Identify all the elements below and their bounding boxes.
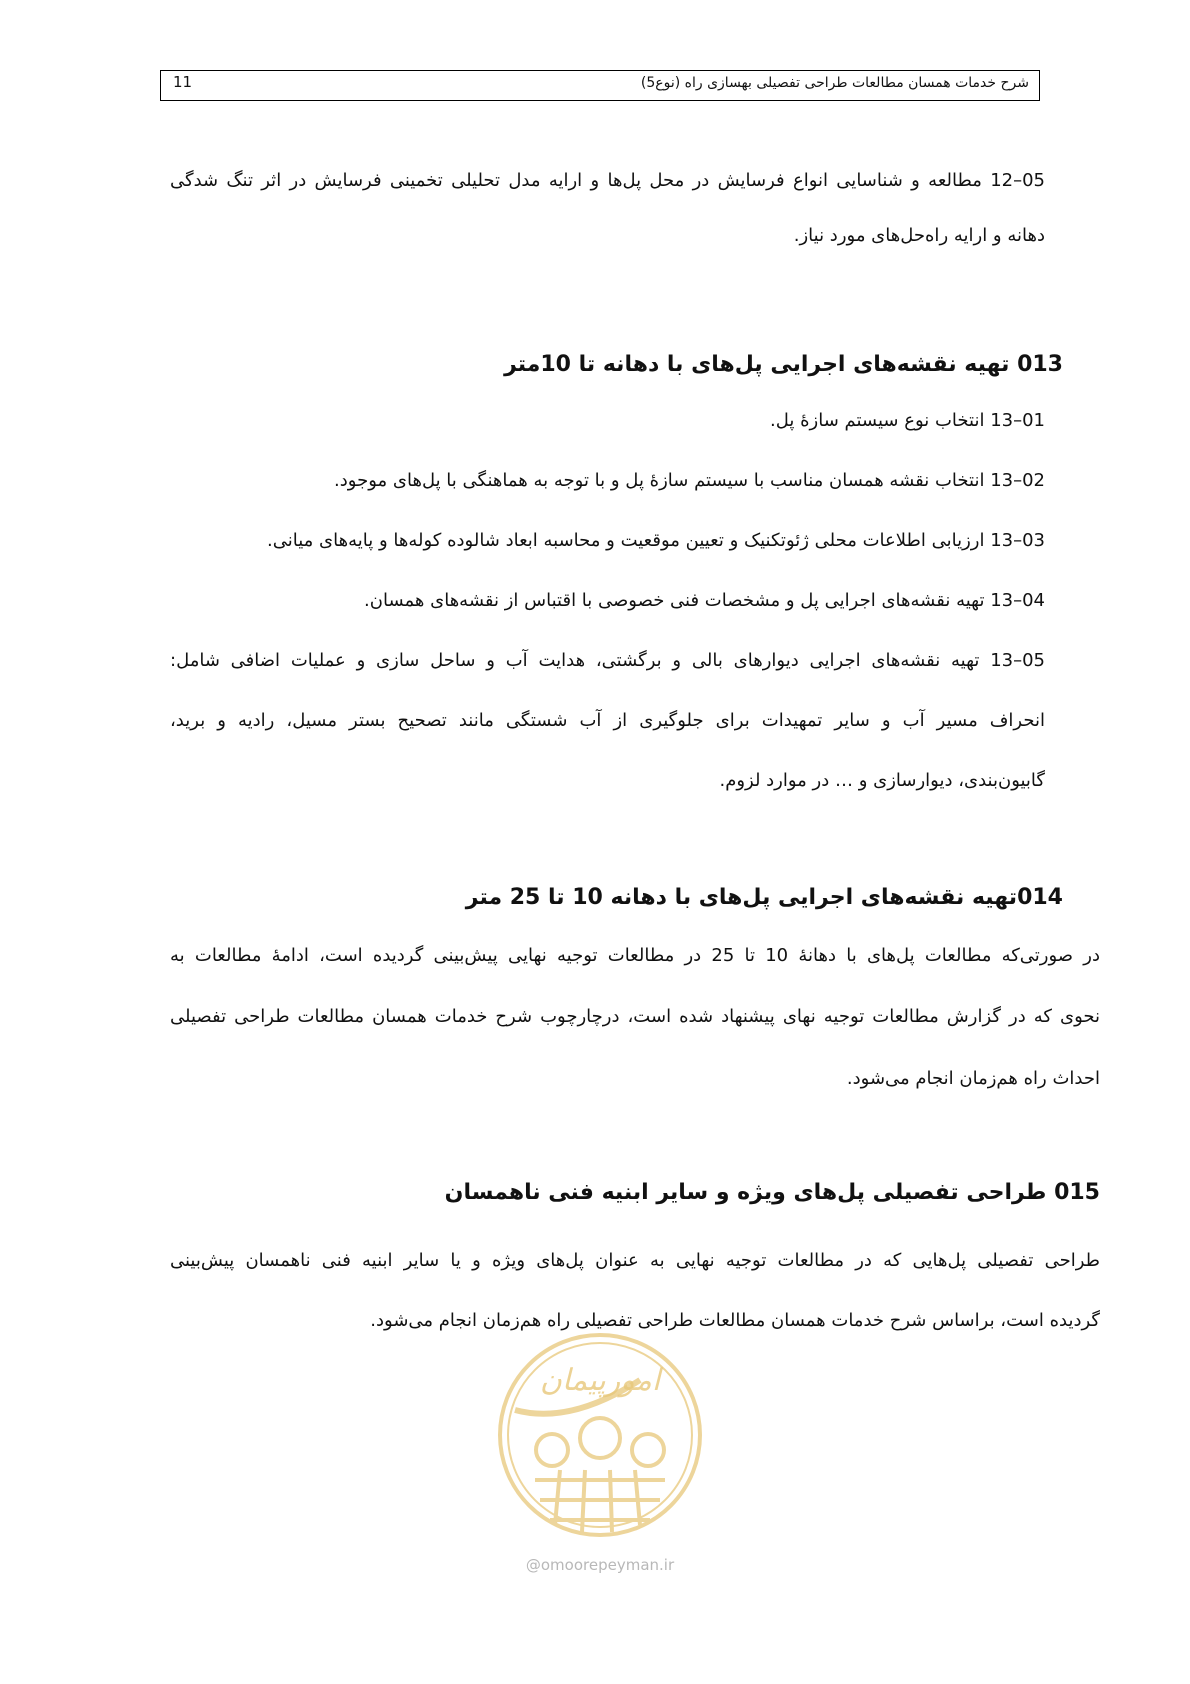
watermark-site: @omoorepeyman.ir <box>525 1556 675 1574</box>
section-013-item-02: 02–13 انتخاب نقشه همسان مناسب با سیستم سازهٔ پل و با توجه به هماهنگی با پل‌های موجود. <box>334 470 1045 491</box>
section-013-item-03: 03–13 ارزیابی اطلاعات محلی ژئوتکنیک و تعیین موقعیت و محاسبه ابعاد شالوده کوله‌ها و پایه‌های میانی. <box>267 530 1045 551</box>
watermark-emblem-icon <box>490 1320 710 1580</box>
section-014-heading: 014تهیه نقشه‌های اجرایی پل‌های با دهانه 10 تا 25 متر <box>465 885 1063 910</box>
section-013-item-05-line2: انحراف مسیر آب و سایر تمهیدات برای جلوگیری از آب شستگی مانند تصحیح بستر مسیل، رادیه و برید، <box>170 710 1045 731</box>
section-013-item-01: 01–13 انتخاب نوع سیستم سازهٔ پل. <box>770 410 1045 431</box>
paragraph-12-05-line1: 05–12 مطالعه و شناسایی انواع فرسایش در محل پل‌ها و ارایه مدل تحلیلی تخمینی فرسایش در اثر تنگ شدگی <box>170 170 1045 191</box>
page-header <box>160 70 1040 101</box>
page-number: 11 <box>173 73 193 91</box>
watermark-logo-text: امورپیمان <box>539 1363 661 1398</box>
section-014-line2: نحوی که در گزارش مطالعات توجیه نهای پیشنهاد شده است، درچارچوب شرح خدمات همسان مطالعات طراحی تفصیلی <box>170 1006 1100 1027</box>
section-013-heading: 013 تهیه نقشه‌های اجرایی پل‌های با دهانه تا 10متر <box>504 352 1063 377</box>
section-015-line1: طراحی تفصیلی پل‌هایی که در مطالعات توجیه نهایی به عنوان پل‌های ویژه و یا سایر ابنیه فنی ناهمسان پیش‌بینی <box>170 1250 1100 1271</box>
section-013-item-04: 04–13 تهیه نقشه‌های اجرایی پل و مشخصات فنی خصوصی با اقتباس از نقشه‌های همسان. <box>364 590 1045 611</box>
section-014-line3: احداث راه هم‌زمان انجام می‌شود. <box>846 1068 1100 1089</box>
section-013-item-05-line1: 05–13 تهیه نقشه‌های اجرایی دیوارهای بالی و برگشتی، هدایت آب و ساحل سازی و عملیات اضافی شامل: <box>170 650 1045 671</box>
section-015-line2: گردیده است، براساس شرح خدمات همسان مطالعات طراحی تفصیلی راه هم‌زمان انجام می‌شود. <box>370 1310 1100 1331</box>
header-title: شرح خدمات همسان مطالعات طراحی تفصیلی بهسازی راه (نوع5) <box>640 75 1029 91</box>
watermark-logo <box>490 1320 710 1580</box>
section-015-heading: 015 طراحی تفصیلی پل‌های ویژه و سایر ابنیه فنی ناهمسان <box>444 1180 1100 1205</box>
section-013-item-05-line3: گابیون‌بندی، دیوارسازی و … در موارد لزوم. <box>719 770 1045 791</box>
paragraph-12-05-line2: دهانه و ارایه راه‌حل‌های مورد نیاز. <box>793 225 1045 246</box>
section-014-line1: در صورتی‌که مطالعات پل‌های با دهانهٔ 10 تا 25 در مطالعات توجیه نهایی پیش‌بینی گردیده است، ادامهٔ مطالعات به <box>170 945 1101 966</box>
